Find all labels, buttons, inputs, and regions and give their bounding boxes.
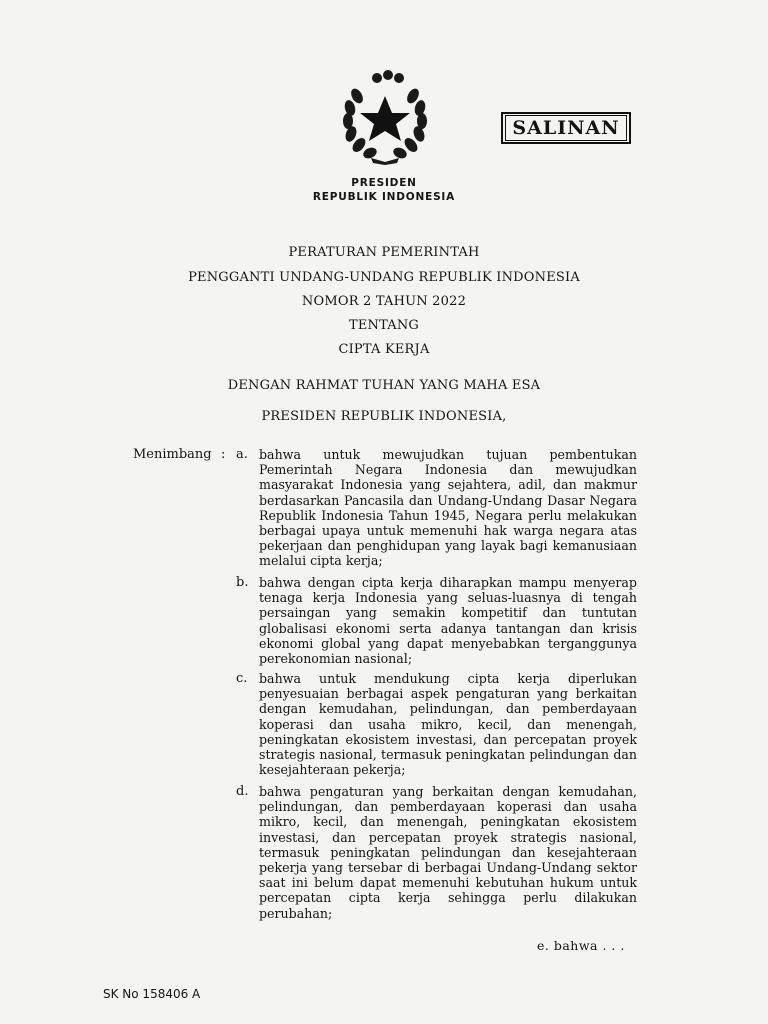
sk-serial-number: SK No 158406 A xyxy=(103,987,201,1001)
title-subject: CIPTA KERJA xyxy=(338,342,430,357)
item-b-letter: b. xyxy=(236,575,249,590)
item-c-text: bahwa untuk mendukung cipta kerja diperlukan penyesuaian berbagai aspek pengaturan yang berkaitan dengan kemudahan, pelindungan, dan pemberdayaan koperasi dan usaha mikro, kecil, dan menengah, peningkatan ekosistem investasi, dan percepatan proyek strategis nasional, termasuk peningkatan pelindungan dan kesejahteraan pekerja; xyxy=(259,671,637,778)
salinan-label: SALINAN xyxy=(505,115,626,141)
title-regulation-type: PERATURAN PEMERINTAH xyxy=(288,245,480,260)
item-c-letter: c. xyxy=(236,671,248,686)
preamble-god: DENGAN RAHMAT TUHAN YANG MAHA ESA xyxy=(227,378,541,393)
item-a-letter: a. xyxy=(236,447,248,462)
title-regulation-number: NOMOR 2 TAHUN 2022 xyxy=(301,294,467,309)
header-republic: REPUBLIK INDONESIA xyxy=(312,191,456,203)
next-page-reference: e. bahwa . . . xyxy=(537,938,625,953)
item-b-text: bahwa dengan cipta kerja diharapkan mampu menyerap tenaga kerja Indonesia yang seluas-luasnya di tengah persaingan yang semakin kompetitif dan tuntutan globalisasi ekonomi serta adanya tantangan dan krisis ekonomi global yang dapat menyebabkan terganggunya perekonomian nasional; xyxy=(259,575,637,667)
title-regulation-kind: PENGGANTI UNDANG-UNDANG REPUBLIK INDONESIA xyxy=(188,270,580,285)
preamble-president: PRESIDEN REPUBLIK INDONESIA, xyxy=(261,409,507,424)
considering-label: Menimbang xyxy=(133,447,212,462)
header-president: PRESIDEN xyxy=(351,177,417,189)
considering-colon: : xyxy=(221,447,226,462)
item-a-text: bahwa untuk mewujudkan tujuan pembentukan Pemerintah Negara Indonesia dan mewujudkan masyarakat Indonesia yang sejahtera, adil, dan makmur berdasarkan Pancasila dan Undang-Undang Dasar Negara Republik Indonesia Tahun 1945, Negara perlu melakukan berbagai upaya untuk memenuhi hak warga negara atas pekerjaan dan penghidupan yang layak bagi kemanusiaan melalui cipta kerja; xyxy=(259,447,637,569)
salinan-stamp xyxy=(501,112,631,144)
garuda-star-emblem xyxy=(337,66,433,166)
title-about: TENTANG xyxy=(348,318,420,333)
item-d-text: bahwa pengaturan yang berkaitan dengan kemudahan, pelindungan, dan pemberdayaan koperasi dan usaha mikro, kecil, dan menengah, peningkatan ekosistem investasi, dan percepatan proyek strategis nasional, termasuk peningkatan pelindungan dan kesejahteraan pekerja yang tersebar di berbagai Undang-Undang sektor saat ini belum dapat memenuhi kebutuhan hukum untuk percepatan cipta kerja sehingga perlu dilakukan perubahan; xyxy=(259,784,637,921)
item-d-letter: d. xyxy=(236,784,249,799)
